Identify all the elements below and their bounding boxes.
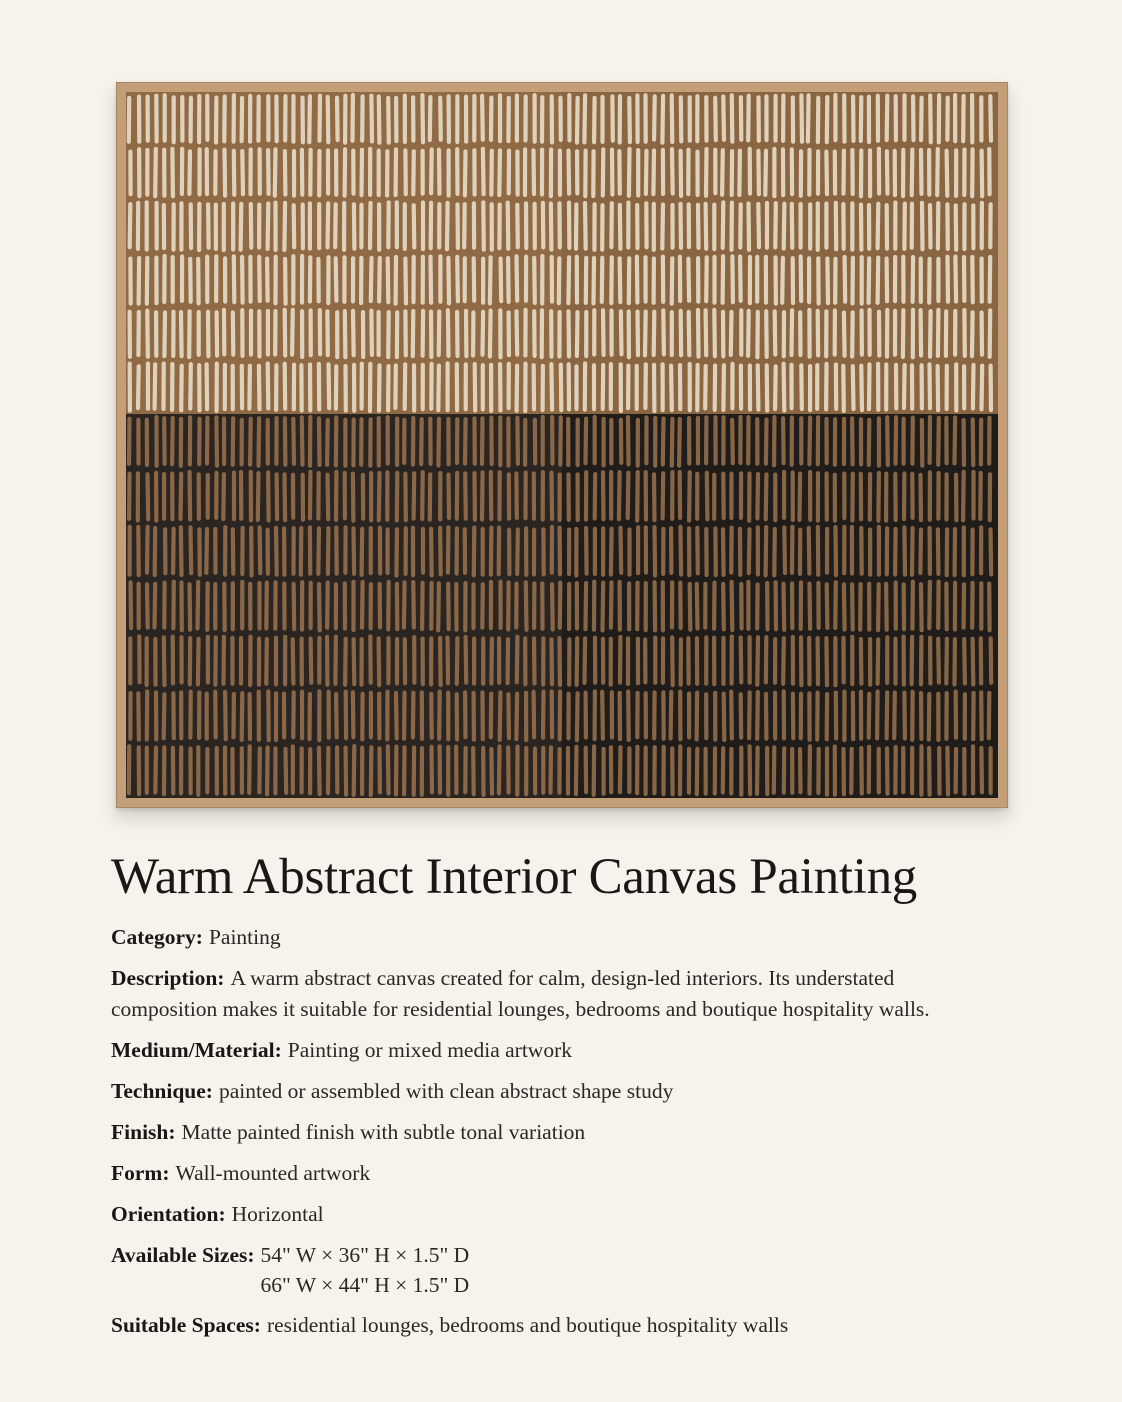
spec-label: Available Sizes: — [111, 1243, 255, 1267]
spec-label: Technique: — [111, 1079, 213, 1103]
spec-value: A warm abstract canvas created for calm, design-led interiors. Its understated composition makes it suitable for residential lounges, bedrooms and boutique hospitality walls. — [111, 966, 930, 1021]
spec-label: Description: — [111, 966, 225, 990]
product-title: Warm Abstract Interior Canvas Painting — [111, 849, 917, 905]
spec-description — [111, 963, 931, 1025]
spec-label: Category: — [111, 925, 203, 949]
size-list — [261, 1240, 470, 1300]
spec-label: Orientation: — [111, 1202, 226, 1226]
spec-value: Painting — [208, 925, 281, 949]
artwork-frame — [116, 82, 1008, 808]
spec-label: Form: — [111, 1161, 170, 1185]
spec-technique — [111, 1076, 1011, 1107]
spec-finish — [111, 1117, 1011, 1148]
spec-value: Matte painted finish with subtle tonal variation — [181, 1120, 586, 1144]
size-option: 66" W × 44" H × 1.5" D — [260, 1273, 470, 1297]
spec-sizes — [111, 1240, 1011, 1300]
canvas-painting-image — [126, 92, 998, 798]
spec-list — [111, 922, 1011, 1351]
size-option: 54" W × 36" H × 1.5" D — [260, 1243, 470, 1267]
spec-value: Wall-mounted artwork — [175, 1161, 371, 1185]
spec-label: Finish: — [111, 1120, 176, 1144]
spec-label: Suitable Spaces: — [111, 1313, 261, 1337]
spec-label: Medium/Material: — [111, 1038, 282, 1062]
spec-value: Painting or mixed media artwork — [287, 1038, 572, 1062]
spec-orientation — [111, 1199, 1011, 1230]
spec-medium — [111, 1035, 1011, 1066]
spec-spaces — [111, 1310, 1011, 1341]
spec-value: Horizontal — [231, 1202, 324, 1226]
abstract-canvas-painting-icon — [126, 92, 998, 798]
spec-category — [111, 922, 1011, 953]
spec-value: residential lounges, bedrooms and boutique hospitality walls — [266, 1313, 789, 1337]
spec-value: painted or assembled with clean abstract shape study — [218, 1079, 674, 1103]
spec-form — [111, 1158, 1011, 1189]
